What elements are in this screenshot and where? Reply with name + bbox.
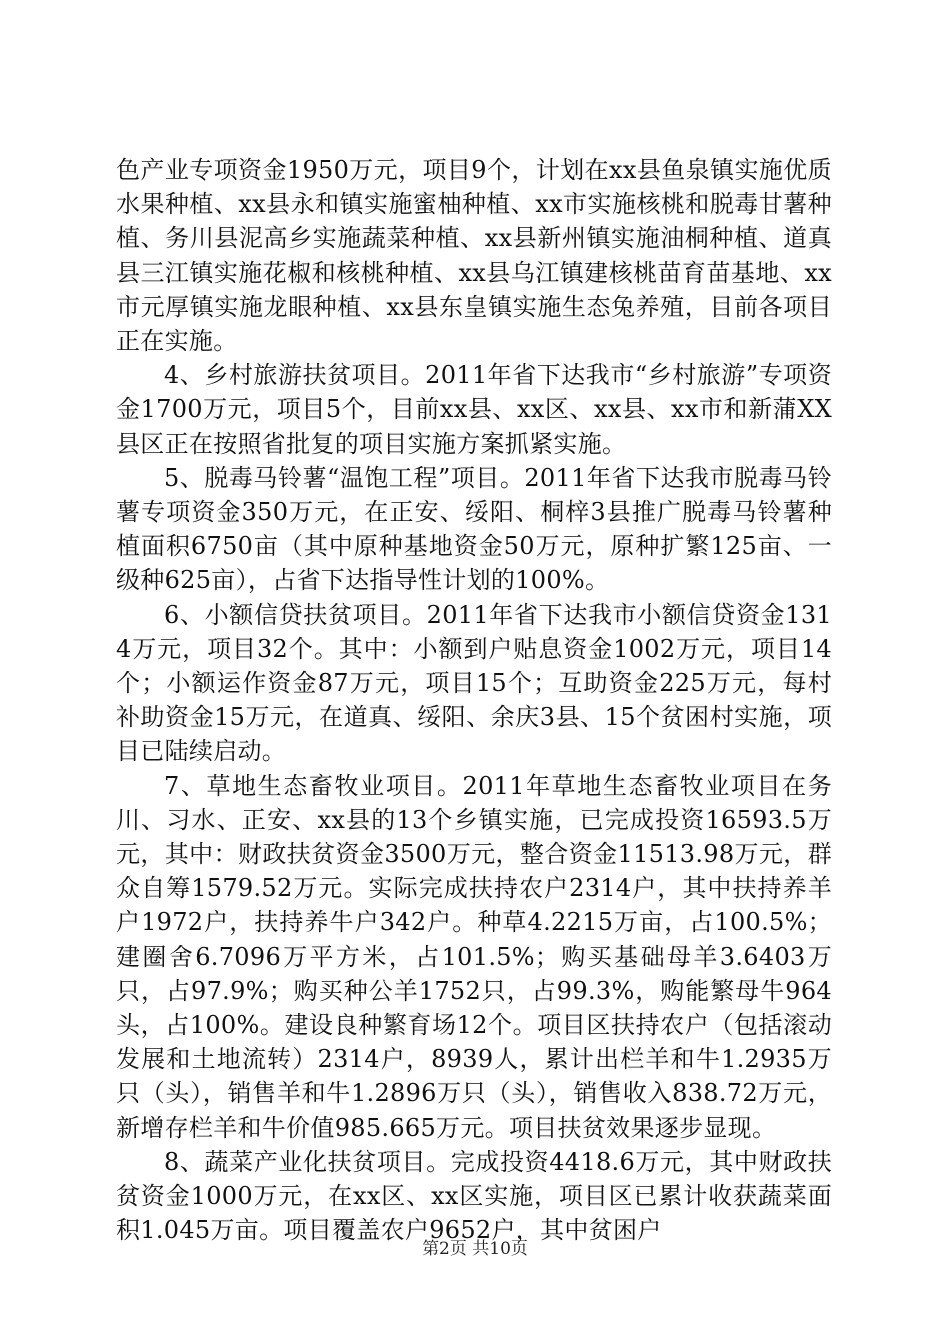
paragraph: 6、小额信贷扶贫项目。2011年省下达我市小额信贷资金1314万元，项目32个。其中：小额到户贴息资金1002万元，项目14个；小额运作资金87万元，项目15个；互助资金225万元，每村补助资金15万元，在道真、绥阳、余庆3县、15个贫困村实施，项目已陆续启动。: [116, 600, 832, 766]
paragraph: 5、脱毒马铃薯“温饱工程”项目。2011年省下达我市脱毒马铃薯专项资金350万元，在正安、绥阳、桐梓3县推广脱毒马铃薯种植面积6750亩（其中原种基地资金50万元，原种扩繁125亩、一级种625亩），占省下达指导性计划的100%。: [116, 463, 832, 595]
document-body: [116, 153, 832, 1248]
paragraph: 7、草地生态畜牧业项目。2011年草地生态畜牧业项目在务川、习水、正安、xx县的13个乡镇实施，已完成投资16593.5万元，其中：财政扶贫资金3500万元，整合资金11513.98万元，群众自筹1579.52万元。实际完成扶持农户2314户，其中扶持养羊户1972户，扶持养牛户342户。种草4.2215万亩，占100.5%；建圈舍6.7096万平方米，占101.5%；购买基础母羊3.6403万只，占97.9%；购买种公羊1752只，占99.3%，购能繁母牛964头，占100%。建设良种繁育场12个。项目区扶持农户（包括滚动发展和土地流转）2314户，8939人，累计出栏羊和牛1.2935万只（头），销售羊和牛1.2896万只（头），销售收入838.72万元，新增存栏羊和牛价值985.665万元。项目扶贫效果逐步显现。: [116, 771, 832, 1142]
page-number-footer: 第2页 共10页: [422, 1239, 528, 1259]
paragraph: 色产业专项资金1950万元，项目9个，计划在xx县鱼泉镇实施优质水果种植、xx县永和镇实施蜜柚种植、xx市实施核桃和脱毒甘薯种植、务川县泥高乡实施蔬菜种植、xx县新州镇实施油桐种植、道真县三江镇实施花椒和核桃种植、xx县乌江镇建核桃苗育苗基地、xx市元厚镇实施龙眼种植、xx县东皇镇实施生态兔养殖，目前各项目正在实施。: [116, 156, 832, 356]
paragraph: 4、乡村旅游扶贫项目。2011年省下达我市“乡村旅游”专项资金1700万元，项目5个，目前xx县、xx区、xx县、xx市和新蒲XX县区正在按照省批复的项目实施方案抓紧实施。: [116, 361, 832, 458]
paragraph: 8、蔬菜产业化扶贫项目。完成投资4418.6万元，其中财政扶贫资金1000万元，在xx区、xx区实施，项目区已累计收获蔬菜面积1.045万亩。项目覆盖农户9652户，其中贫困户: [116, 1147, 832, 1245]
